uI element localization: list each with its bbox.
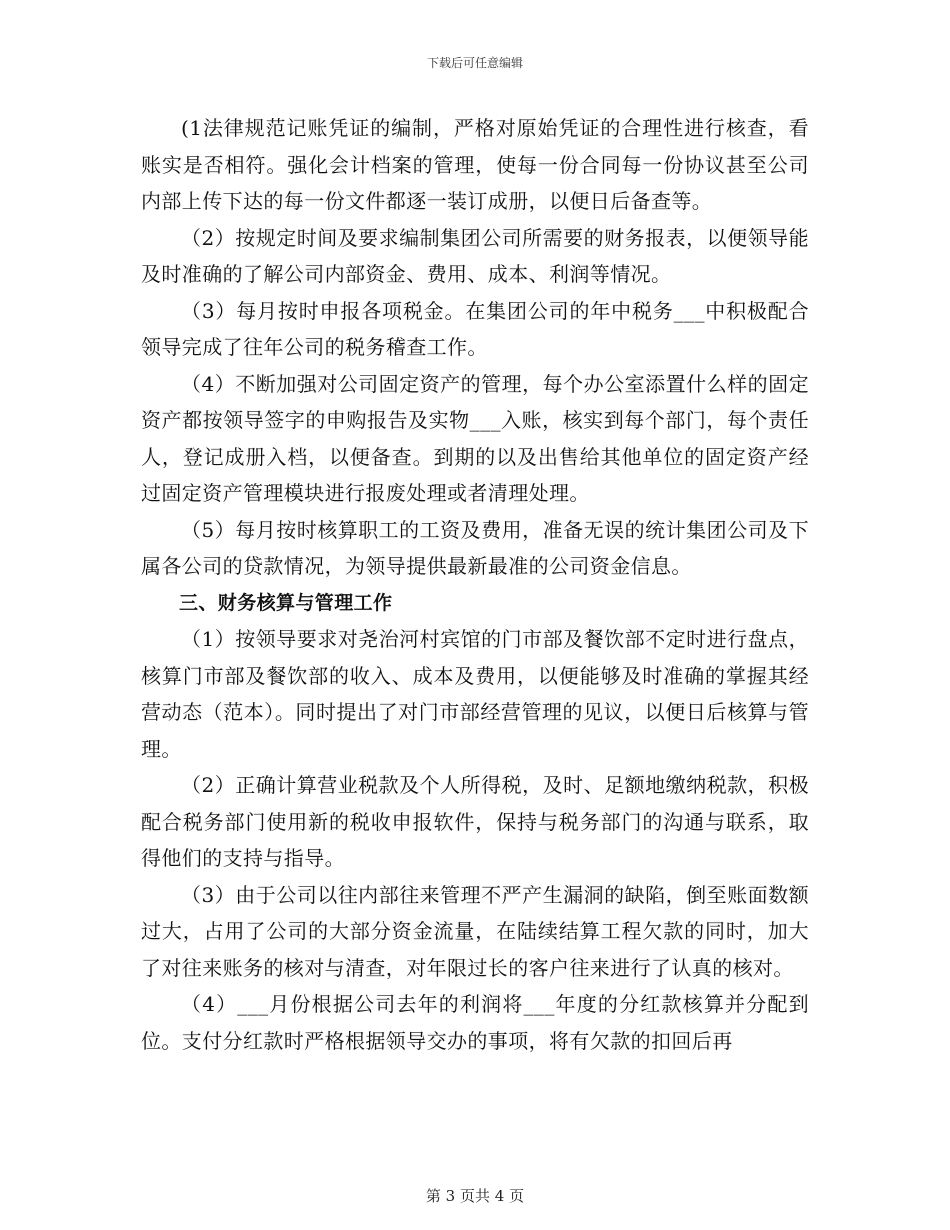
paragraph-3: （3）每月按时申报各项税金。在集团公司的年中税务___中积极配合领导完成了往年公司的税务稽查工作。 bbox=[141, 298, 809, 359]
paragraph-1: (1法律规范记账凭证的编制，严格对原始凭证的合理性进行核查，看账实是否相符。强化会计档案的管理，使每一份合同每一份协议甚至公司内部上传下达的每一份文件都逐一装订成册，以便日后备查等。 bbox=[141, 116, 809, 213]
page-number: 第 3 页共 4 页 bbox=[425, 1187, 525, 1205]
document-body bbox=[141, 110, 809, 1059]
paragraph-2: （2）按规定时间及要求编制集团公司所需要的财务报表，以便领导能及时准确的了解公司内部资金、费用、成本、利润等情况。 bbox=[141, 225, 809, 286]
section-paragraph-1: （1）按领导要求对尧治河村宾馆的门市部及餐饮部不定时进行盘点，核算门市部及餐饮部的收入、成本及费用，以便能够及时准确的掌握其经营动态（范本）。同时提出了对门市部经营管理的见议，以便日后核算与管理。 bbox=[141, 627, 809, 761]
page-header-note: 下载后可任意编辑 bbox=[426, 56, 523, 70]
section-paragraph-2: （2）正确计算营业税款及个人所得税，及时、足额地缴纳税款，积极配合税务部门使用新的税收申报软件，保持与税务部门的沟通与联系，取得他们的支持与指导。 bbox=[141, 773, 809, 870]
section-paragraph-4: （4）___月份根据公司去年的利润将___年度的分红款核算并分配到位。支付分红款时严格根据领导交办的事项，将有欠款的扣回后再 bbox=[141, 992, 809, 1053]
section-heading: 三、财务核算与管理工作 bbox=[179, 591, 393, 614]
section-paragraph-3: （3）由于公司以往内部往来管理不严产生漏洞的缺陷，倒至账面数额过大，占用了公司的大部分资金流量，在陆续结算工程欠款的同时，加大了对往来账务的核对与清查，对年限过长的客户往来进行了认真的核对。 bbox=[141, 882, 809, 980]
paragraph-4: （4）不断加强对公司固定资产的管理，每个办公室添置什么样的固定资产都按领导签字的申购报告及实物___入账，核实到每个部门，每个责任人，登记成册入档，以便备查。到期的以及出售给其他单位的固定资产经过固定资产管理模块进行报废处理或者清理处理。 bbox=[141, 371, 809, 505]
paragraph-5: （5）每月按时核算职工的工资及费用，准备无误的统计集团公司及下属各公司的贷款情况，为领导提供最新最准的公司资金信息。 bbox=[141, 517, 809, 578]
